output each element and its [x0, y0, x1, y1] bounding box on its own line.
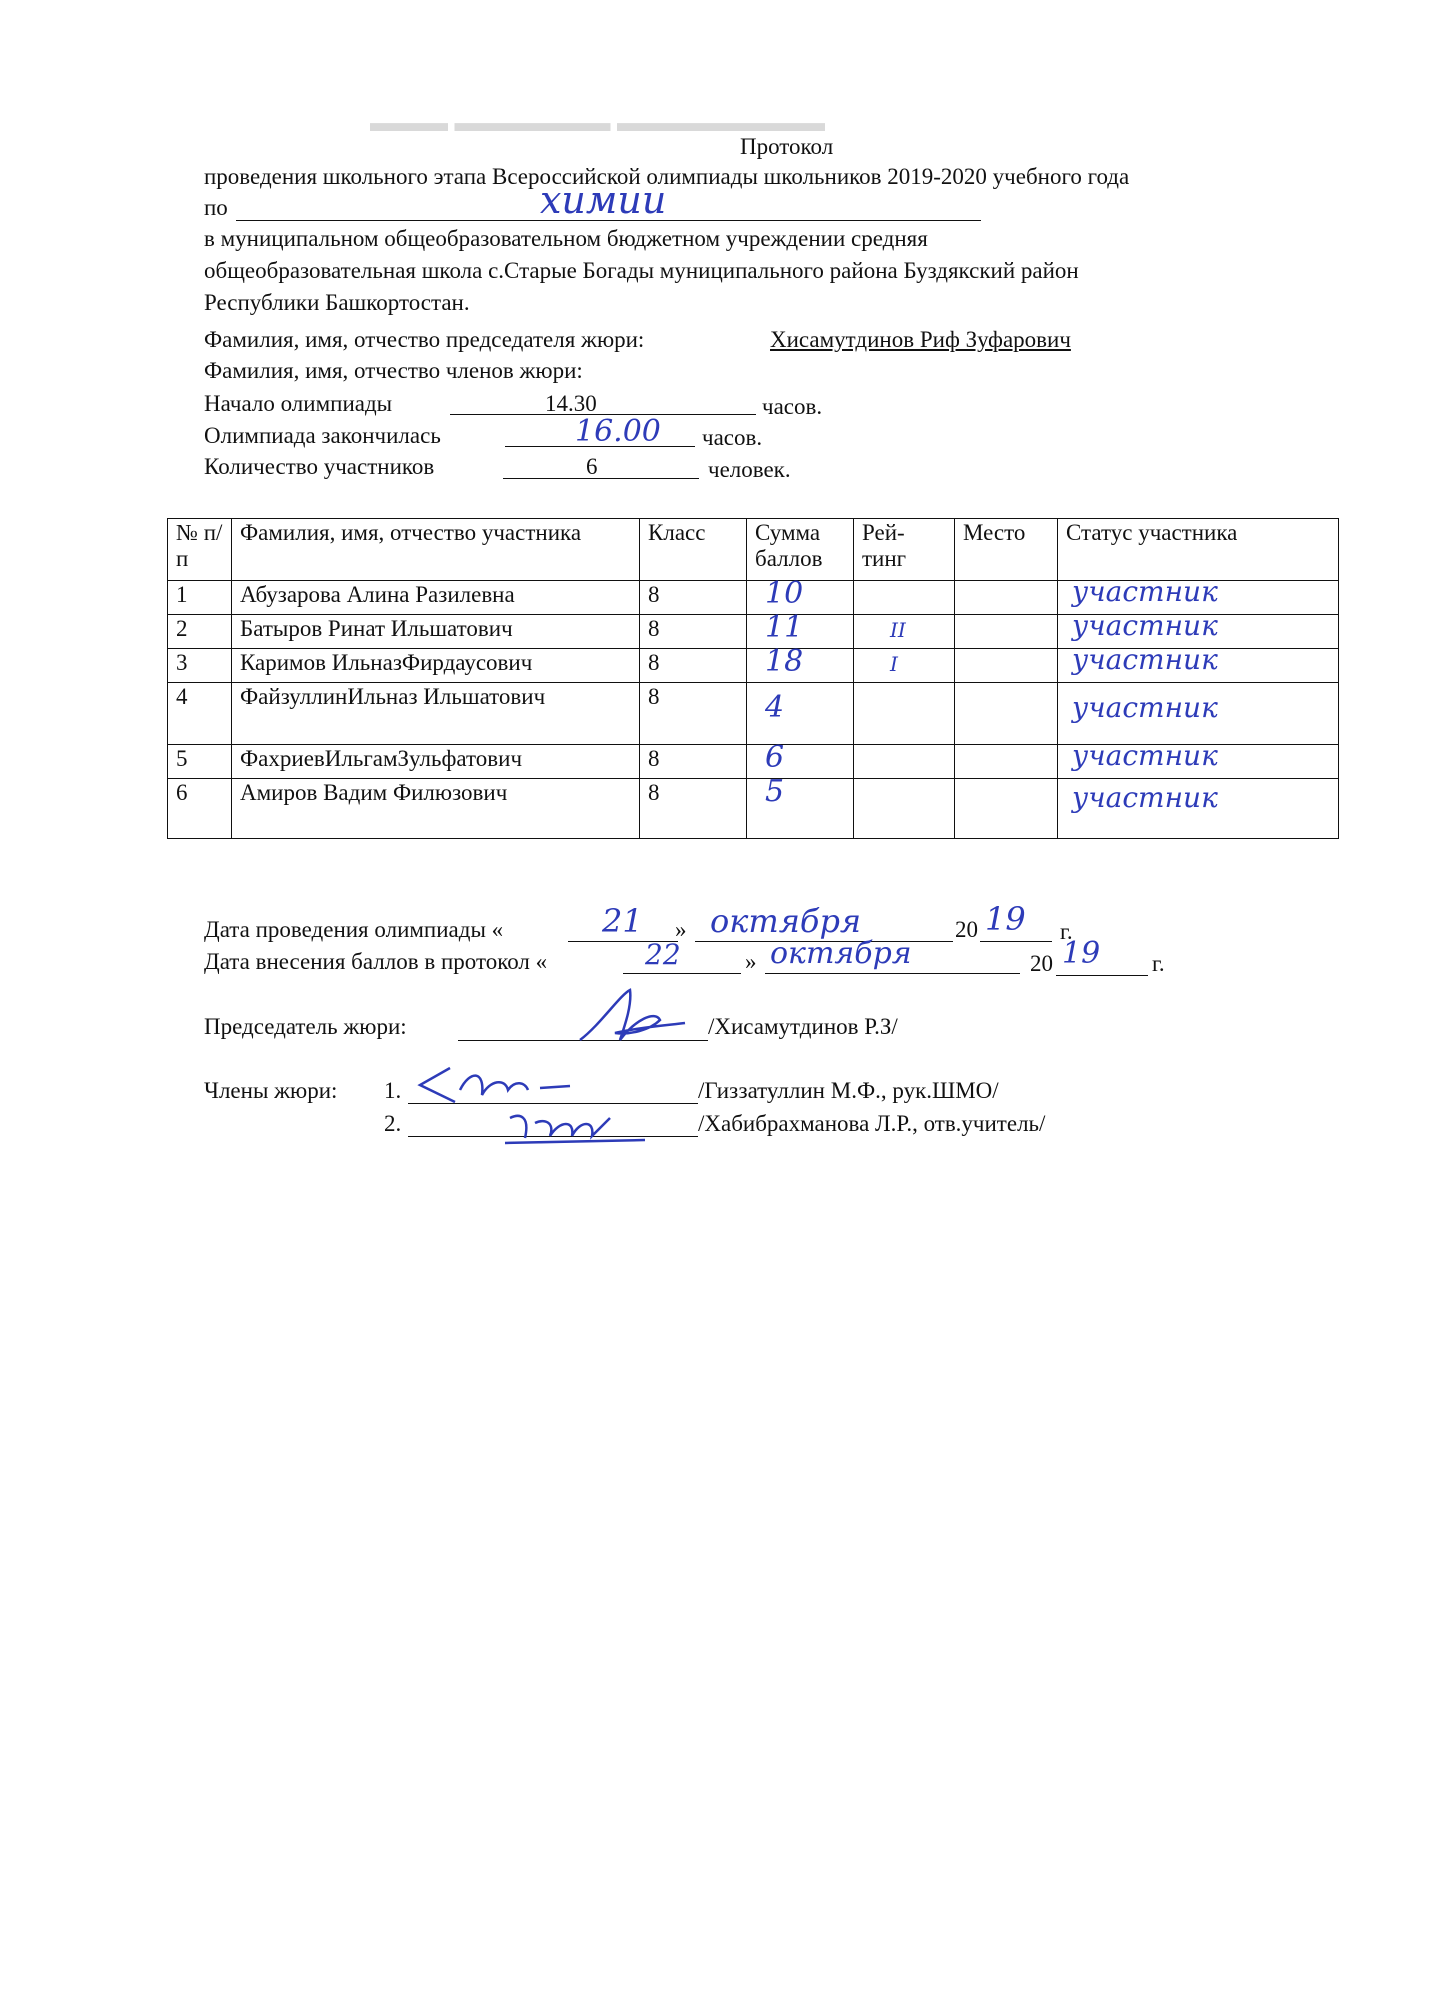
row-place: [955, 779, 1058, 839]
count-value: 6: [586, 454, 598, 479]
row-place: [955, 615, 1058, 649]
end-label: Олимпиада закончилась: [204, 423, 441, 448]
row-rating-cell: [854, 745, 955, 779]
sig-member1-num: 1.: [384, 1078, 402, 1103]
count-unit: человек.: [708, 457, 791, 482]
sig-chair-label: Председатель жюри:: [204, 1014, 407, 1039]
table-row: [168, 779, 1339, 839]
header-rating: Рей-тинг: [854, 519, 955, 581]
row-status: участник: [1072, 781, 1218, 814]
row-name: Каримов ИльназФирдаусович: [232, 649, 640, 683]
row-class: 8: [640, 581, 747, 615]
header-line-1: проведения школьного этапа Всероссийской олимпиады школьников 2019-2020 учебного года: [204, 164, 1130, 189]
held-day-handwritten: 21: [602, 902, 643, 940]
row-num: 2: [168, 615, 232, 649]
participants-table: [167, 518, 1339, 839]
header-line-5: Республики Башкортостан.: [204, 290, 470, 315]
header-line-4: общеобразовательная школа с.Старые Богады муниципального района Буздякский район: [204, 258, 1079, 283]
header-line-3: в муниципальном общеобразовательном бюджетном учреждении средняя: [204, 226, 928, 251]
table-row: [168, 683, 1339, 745]
row-rating: II: [890, 618, 906, 642]
row-score: 11: [765, 610, 804, 645]
row-place: [955, 745, 1058, 779]
row-score-cell: [747, 644, 854, 683]
row-class: 8: [640, 649, 747, 683]
doc-title: Протокол: [740, 134, 834, 159]
row-score: 4: [765, 690, 785, 725]
row-class: 8: [640, 745, 747, 779]
header-num: № п/п: [168, 519, 232, 581]
end-unit: часов.: [702, 425, 763, 450]
held-month-handwritten: октября: [710, 902, 862, 940]
row-status: участник: [1072, 739, 1218, 772]
row-rating-cell: [854, 581, 955, 615]
row-score-cell: [747, 740, 854, 779]
row-score-cell: [747, 774, 854, 839]
row-class: 8: [640, 779, 747, 839]
entered-year-line: [1056, 975, 1148, 976]
count-line: [503, 478, 699, 479]
row-score: 18: [765, 644, 804, 679]
row-status-cell: [1058, 739, 1339, 779]
start-value: 14.30: [545, 391, 597, 416]
held-year-line: [980, 941, 1052, 942]
row-score: 10: [765, 576, 804, 611]
entered-quote-close: »: [745, 949, 757, 974]
entered-day-line: [623, 973, 741, 974]
entered-year-suffix: г.: [1152, 951, 1165, 976]
count-label: Количество участников: [204, 454, 435, 479]
row-num: 6: [168, 779, 232, 839]
row-rating-cell: [854, 615, 955, 649]
header-name: Фамилия, имя, отчество участника: [232, 519, 640, 581]
held-quote-close: »: [675, 917, 687, 942]
sig-chair-name: /Хисамутдинов Р.З/: [708, 1014, 898, 1039]
entered-day-handwritten: 22: [645, 938, 681, 971]
row-name: Амиров Вадим Филюзович: [232, 779, 640, 839]
chair-signature: [560, 985, 690, 1047]
row-num: 3: [168, 649, 232, 683]
bleed-through-mark: ▬▬▬ ▬▬▬▬▬▬ ▬▬▬▬▬▬▬▬: [370, 108, 825, 137]
sig-member1-name: /Гиззатуллин М.Ф., рук.ШМО/: [698, 1078, 999, 1103]
table-row: [168, 745, 1339, 779]
entered-date-label: Дата внесения баллов в протокол «: [204, 949, 548, 974]
row-class: 8: [640, 615, 747, 649]
held-year-prefix: 20: [955, 917, 978, 942]
row-status: участник: [1072, 609, 1218, 642]
entered-month-line: [765, 973, 1020, 974]
row-place: [955, 581, 1058, 615]
row-rating-cell: [854, 649, 955, 683]
row-rating-cell: [854, 779, 955, 839]
row-score: 6: [765, 740, 785, 775]
row-status-cell: [1058, 779, 1339, 839]
header-status: Статус участника: [1058, 519, 1339, 581]
sig-member2-name: /Хабибрахманова Л.Р., отв.учитель/: [698, 1111, 1046, 1136]
row-class: 8: [640, 683, 747, 745]
entered-month-handwritten: октября: [770, 936, 912, 971]
header-sum: Сумма баллов: [747, 519, 854, 581]
header-place: Место: [955, 519, 1058, 581]
row-status-cell: [1058, 643, 1339, 683]
sig-member2-num: 2.: [384, 1111, 402, 1136]
entered-year-prefix: 20: [1030, 951, 1053, 976]
row-num: 4: [168, 683, 232, 745]
row-score-cell: [747, 683, 854, 745]
row-rating-cell: [854, 683, 955, 745]
held-year-suffix: г.: [1060, 919, 1073, 944]
header-class: Класс: [640, 519, 747, 581]
row-name: ФайзуллинИльназ Ильшатович: [232, 683, 640, 745]
row-name: Батыров Ринат Ильшатович: [232, 615, 640, 649]
row-score: 5: [765, 774, 785, 809]
held-year-handwritten: 19: [985, 900, 1026, 938]
table-row: [168, 649, 1339, 683]
members-label: Фамилия, имя, отчество членов жюри:: [204, 358, 583, 383]
row-name: Абузарова Алина Разилевна: [232, 581, 640, 615]
subject-prefix: по: [204, 195, 228, 220]
row-status-cell: [1058, 683, 1339, 745]
row-place: [955, 649, 1058, 683]
row-status: участник: [1072, 691, 1218, 724]
entered-year-handwritten: 19: [1062, 936, 1101, 971]
row-rating: I: [890, 652, 898, 676]
chair-label: Фамилия, имя, отчество председателя жюри:: [204, 327, 645, 352]
subject-handwritten: химии: [540, 178, 667, 222]
member2-signature: [500, 1098, 650, 1146]
row-status: участник: [1072, 575, 1218, 608]
row-status: участник: [1072, 643, 1218, 676]
chair-name: Хисамутдинов Риф Зуфарович: [770, 327, 1071, 352]
start-unit: часов.: [762, 394, 823, 419]
row-name: ФахриевИльгамЗульфатович: [232, 745, 640, 779]
end-value-handwritten: 16.00: [575, 414, 661, 449]
row-place: [955, 683, 1058, 745]
start-label: Начало олимпиады: [204, 391, 393, 416]
row-num: 1: [168, 581, 232, 615]
row-num: 5: [168, 745, 232, 779]
held-date-label: Дата проведения олимпиады «: [204, 917, 504, 942]
sig-members-label: Члены жюри:: [204, 1078, 338, 1103]
table-header-row: [168, 519, 1339, 581]
